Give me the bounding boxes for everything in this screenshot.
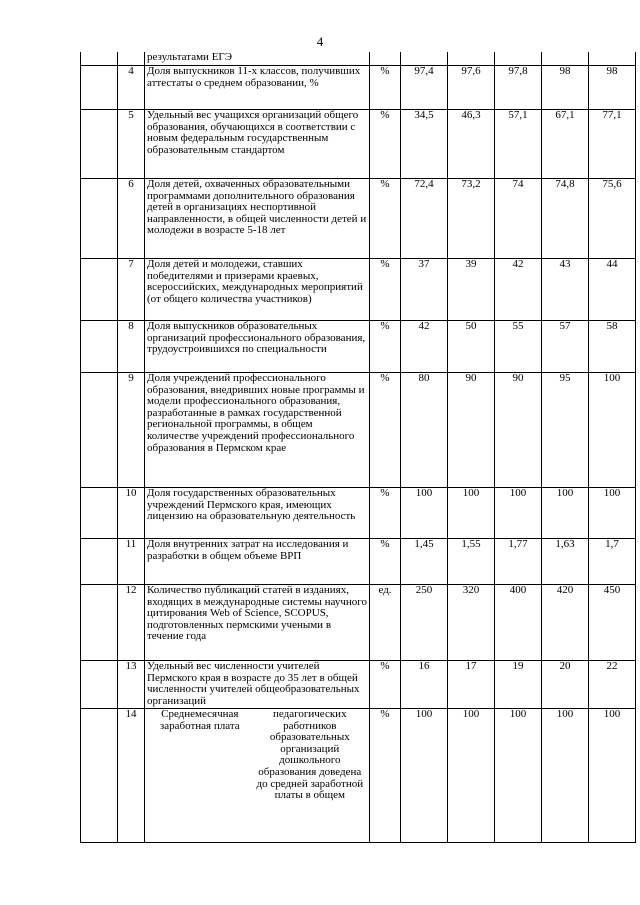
value-cell: 50	[448, 321, 495, 373]
row-number: 9	[118, 373, 145, 488]
unit-cell: %	[370, 661, 401, 709]
table-row	[81, 373, 636, 488]
value-cell: 67,1	[542, 110, 589, 179]
table-row	[81, 585, 636, 661]
empty-cell	[81, 709, 118, 843]
value-cell: 42	[495, 259, 542, 321]
indicator-name: Доля государственных образовательных учреждений Пермского края, имеющих лицензию на образовательную деятельность	[145, 488, 370, 539]
empty-cell	[81, 661, 118, 709]
indicator-name: Доля выпускников образовательных организаций профессионального образования, трудоустроившихся по специальности	[145, 321, 370, 373]
value-cell: 44	[589, 259, 636, 321]
value-cell: 37	[401, 259, 448, 321]
unit-cell	[370, 52, 401, 66]
value-cell: 75,6	[589, 179, 636, 259]
indicator-name: Удельный вес учащихся организаций общего образования, обучающихся в соответствии с новым федеральным государственным образовательным стандартом	[145, 110, 370, 179]
value-cell: 20	[542, 661, 589, 709]
value-cell: 57	[542, 321, 589, 373]
unit-cell: %	[370, 66, 401, 110]
value-cell: 34,5	[401, 110, 448, 179]
value-cell: 1,55	[448, 539, 495, 585]
value-cell: 400	[495, 585, 542, 661]
value-cell: 42	[401, 321, 448, 373]
indicator-name-split	[147, 709, 367, 802]
value-cell: 80	[401, 373, 448, 488]
row-number: 14	[118, 709, 145, 843]
indicator-name: Доля детей, охваченных образовательными программами дополнительного образования детей в организациях неспортивной направленности, в общей численности детей и молодежи в возрасте 5-18 лет	[145, 179, 370, 259]
row-number: 7	[118, 259, 145, 321]
value-cell: 100	[495, 488, 542, 539]
unit-cell: ед.	[370, 585, 401, 661]
value-cell: 250	[401, 585, 448, 661]
table-row	[81, 488, 636, 539]
empty-cell	[81, 373, 118, 488]
value-cell: 100	[589, 373, 636, 488]
row-number: 12	[118, 585, 145, 661]
value-cell: 100	[401, 488, 448, 539]
table-row	[81, 539, 636, 585]
value-cell: 77,1	[589, 110, 636, 179]
table-row	[81, 259, 636, 321]
value-cell	[448, 52, 495, 66]
empty-cell	[81, 488, 118, 539]
value-cell	[589, 52, 636, 66]
value-cell: 17	[448, 661, 495, 709]
unit-cell: %	[370, 110, 401, 179]
value-cell: 1,63	[542, 539, 589, 585]
value-cell: 72,4	[401, 179, 448, 259]
table-row	[81, 321, 636, 373]
value-cell: 58	[589, 321, 636, 373]
value-cell: 1,77	[495, 539, 542, 585]
value-cell: 100	[448, 488, 495, 539]
value-cell: 16	[401, 661, 448, 709]
value-cell: 90	[495, 373, 542, 488]
row-number: 10	[118, 488, 145, 539]
empty-cell	[81, 539, 118, 585]
value-cell: 97,4	[401, 66, 448, 110]
indicator-name: Доля внутренних затрат на исследования и разработки в общем объеме ВРП	[145, 539, 370, 585]
unit-cell: %	[370, 488, 401, 539]
value-cell: 1,45	[401, 539, 448, 585]
row-number: 11	[118, 539, 145, 585]
row-number: 6	[118, 179, 145, 259]
indicator-name	[145, 709, 370, 843]
value-cell: 55	[495, 321, 542, 373]
value-cell: 98	[542, 66, 589, 110]
indicator-name: Доля учреждений профессионального образования, внедривших новые программы и модели профессионального образования, разработанные в рамках государственной региональной программы, в общем количестве учреждений профессионального образования в Пермском крае	[145, 373, 370, 488]
value-cell: 100	[542, 488, 589, 539]
table-row	[81, 66, 636, 110]
table-row	[81, 179, 636, 259]
value-cell: 450	[589, 585, 636, 661]
value-cell: 19	[495, 661, 542, 709]
table-row	[81, 110, 636, 179]
value-cell: 39	[448, 259, 495, 321]
empty-cell	[81, 179, 118, 259]
value-cell: 73,2	[448, 179, 495, 259]
empty-cell	[81, 259, 118, 321]
unit-cell: %	[370, 539, 401, 585]
value-cell	[495, 52, 542, 66]
indicator-name: Доля детей и молодежи, ставших победителями и призерами краевых, всероссийских, международных мероприятий (от общего количества участников)	[145, 259, 370, 321]
empty-cell	[81, 66, 118, 110]
row-number: 8	[118, 321, 145, 373]
value-cell: 90	[448, 373, 495, 488]
value-cell: 57,1	[495, 110, 542, 179]
value-cell: 22	[589, 661, 636, 709]
table-row	[81, 661, 636, 709]
value-cell: 97,6	[448, 66, 495, 110]
indicator-name-right: педагогических работников образовательных организаций дошкольного образования доведена до средней заработной платы в общем	[256, 708, 364, 802]
row-number: 13	[118, 661, 145, 709]
value-cell	[401, 52, 448, 66]
indicator-name: Доля выпускников 11-х классов, получивших аттестаты о среднем образовании, %	[145, 66, 370, 110]
value-cell: 100	[448, 709, 495, 843]
value-cell: 74	[495, 179, 542, 259]
value-cell: 46,3	[448, 110, 495, 179]
indicator-name: Количество публикаций статей в изданиях, входящих в международные системы научного цитирования Web of Science, SCOPUS, подготовленных пермскими учеными в течение года	[145, 585, 370, 661]
value-cell: 100	[495, 709, 542, 843]
indicator-name: Удельный вес численности учителей Пермского края в возрасте до 35 лет в общей численности учителей общеобразовательных организаций	[145, 661, 370, 709]
unit-cell: %	[370, 321, 401, 373]
value-cell: 74,8	[542, 179, 589, 259]
empty-cell	[81, 110, 118, 179]
value-cell: 420	[542, 585, 589, 661]
empty-cell	[81, 52, 118, 66]
empty-cell	[81, 585, 118, 661]
value-cell: 100	[589, 488, 636, 539]
value-cell: 100	[401, 709, 448, 843]
value-cell: 97,8	[495, 66, 542, 110]
unit-cell: %	[370, 259, 401, 321]
value-cell: 320	[448, 585, 495, 661]
value-cell	[542, 52, 589, 66]
row-number: 5	[118, 110, 145, 179]
table-row	[81, 709, 636, 843]
value-cell: 100	[542, 709, 589, 843]
value-cell: 95	[542, 373, 589, 488]
page-number: 4	[316, 34, 324, 49]
indicators-table	[80, 52, 636, 843]
value-cell: 100	[589, 709, 636, 843]
value-cell: 1,7	[589, 539, 636, 585]
row-number	[118, 52, 145, 66]
value-cell: 43	[542, 259, 589, 321]
row-number: 4	[118, 66, 145, 110]
unit-cell: %	[370, 179, 401, 259]
unit-cell: %	[370, 709, 401, 843]
table-row	[81, 52, 636, 66]
value-cell: 98	[589, 66, 636, 110]
indicator-name: результатами ЕГЭ	[145, 52, 370, 66]
unit-cell: %	[370, 373, 401, 488]
indicator-name-left: Среднемесячная заработная плата	[159, 708, 240, 732]
empty-cell	[81, 321, 118, 373]
